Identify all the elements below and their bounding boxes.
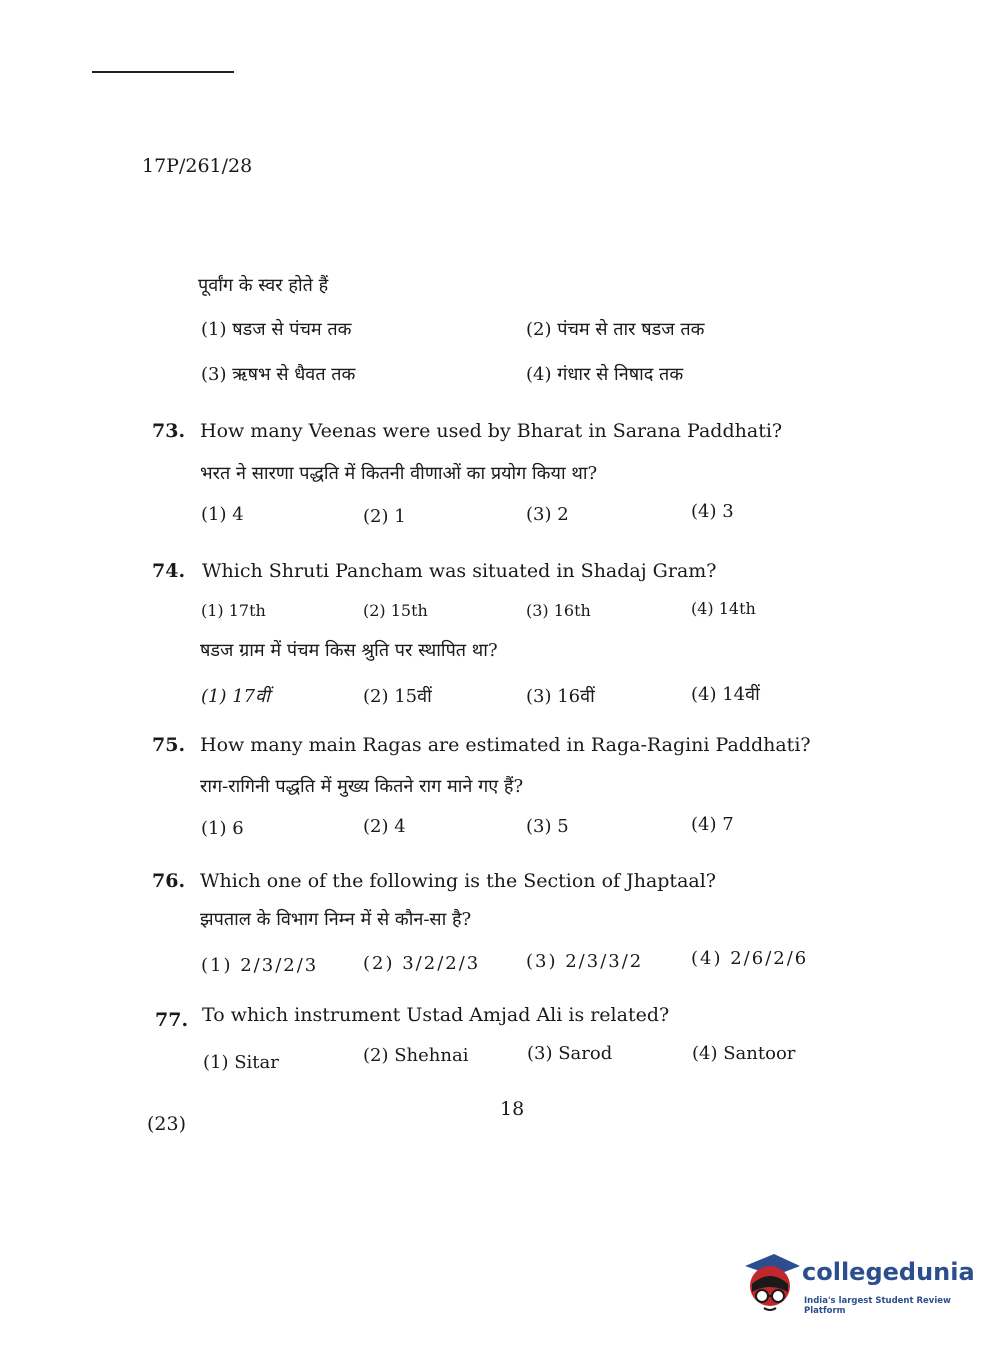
brand-name: collegedunia <box>802 1258 975 1286</box>
q73-number: 73. <box>152 420 186 442</box>
q74-option-en-1: (1) 17th <box>201 601 266 620</box>
q74-option-en-2: (2) 15th <box>363 601 428 620</box>
q74-option-hi-4: (4) 14वीं <box>691 684 760 705</box>
q77-english: To which instrument Ustad Amjad Ali is related? <box>202 1004 670 1026</box>
q75-english: How many main Ragas are estimated in Raga-Ragini Paddhati? <box>200 734 811 756</box>
q74-option-en-3: (3) 16th <box>526 601 591 620</box>
q75-hindi: राग-रागिनी पद्धति में मुख्य कितने राग माने गए हैं? <box>200 776 524 797</box>
q73-option-2: (2) 1 <box>363 506 406 527</box>
q74-english: Which Shruti Pancham was situated in Shadaj Gram? <box>202 560 717 582</box>
q74-option-hi-2: (2) 15वीं <box>363 686 432 707</box>
q76-hindi: झपताल के विभाग निम्न में से कौन-सा है? <box>200 909 472 930</box>
footer-code: (23) <box>147 1113 187 1135</box>
q76-option-1: (1) 2/3/2/3 <box>201 955 319 976</box>
q77-option-4: (4) Santoor <box>692 1043 796 1064</box>
page-number: 18 <box>500 1098 525 1120</box>
prev-option-2: (2) पंचम से तार षडज तक <box>526 319 705 340</box>
q76-option-2: (2) 3/2/2/3 <box>363 953 481 974</box>
q77-number: 77. <box>155 1009 189 1031</box>
q75-option-2: (2) 4 <box>363 816 406 837</box>
prev-question-hindi: पूर्वांग के स्वर होते हैं <box>198 275 329 296</box>
q75-option-1: (1) 6 <box>201 818 244 839</box>
q73-english: How many Veenas were used by Bharat in Sarana Paddhati? <box>200 420 783 442</box>
q76-option-3: (3) 2/3/3/2 <box>526 951 644 972</box>
q76-option-4: (4) 2/6/2/6 <box>691 948 809 969</box>
brand-tagline: India's largest Student Review Platform <box>804 1296 951 1316</box>
q73-option-4: (4) 3 <box>691 501 734 522</box>
prev-option-4: (4) गंधार से निषाद तक <box>526 364 684 385</box>
q75-number: 75. <box>152 734 186 756</box>
q75-option-3: (3) 5 <box>526 816 569 837</box>
q75-option-4: (4) 7 <box>691 814 734 835</box>
student-avatar-icon <box>740 1248 800 1318</box>
prev-option-3: (3) ऋषभ से धैवत तक <box>201 364 356 385</box>
q73-hindi: भरत ने सारणा पद्धति में कितनी वीणाओं का प्रयोग किया था? <box>200 463 598 484</box>
q74-number: 74. <box>152 560 186 582</box>
q73-option-1: (1) 4 <box>201 504 244 525</box>
q74-option-hi-3: (3) 16वीं <box>526 686 595 707</box>
q77-option-1: (1) Sitar <box>203 1052 279 1073</box>
q76-number: 76. <box>152 870 186 892</box>
q74-option-hi-1: (1) 17वीं <box>201 686 270 707</box>
q77-option-2: (2) Shehnai <box>363 1045 469 1066</box>
paper-code: 17P/261/28 <box>142 155 253 177</box>
collegedunia-logo <box>740 1248 975 1318</box>
q74-hindi: षडज ग्राम में पंचम किस श्रुति पर स्थापित था? <box>200 640 498 661</box>
top-rule <box>92 71 234 73</box>
q74-option-en-4: (4) 14th <box>691 599 756 618</box>
prev-option-1: (1) षडज से पंचम तक <box>201 319 352 340</box>
q76-english: Which one of the following is the Section of Jhaptaal? <box>200 870 716 892</box>
q77-option-3: (3) Sarod <box>527 1043 613 1064</box>
q73-option-3: (3) 2 <box>526 504 569 525</box>
